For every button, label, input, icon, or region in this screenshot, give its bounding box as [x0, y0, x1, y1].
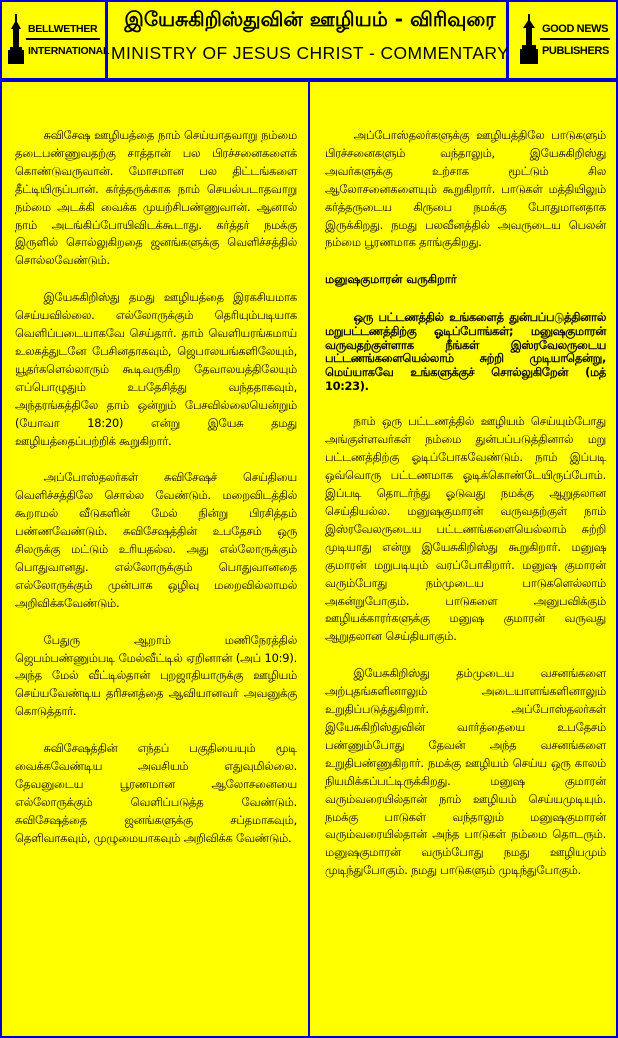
section-heading: மனுஷகுமாரன் வருகிறார் — [325, 272, 457, 287]
header-right-logo-cell — [512, 2, 616, 78]
bellwether-logo — [8, 12, 110, 68]
header-left-logo-cell — [2, 2, 108, 78]
paragraph: நாம் ஒரு பட்டணத்தில் ஊழியம் செய்யும்போது அங்குள்ளவர்கள் நம்மை துன்பப்படுத்தினால் மறு பட்டணத்திற்கு ஓடிப்போகவேண்டும். நாம் இப்படி ஒவ்வொரு பட்டணமாக ஓடிக்கொண்டேயிருப்போம். இப்படி தொடர்ந்து ஓடுவது நமக்கு ஆறுதலான செய்தியல்ல. மனுஷகுமாரன் வருவதற்குள் நாம் இஸ்ரவேலருடைய பட்டணங்களையெல்லாம் சுற்றி முடியாது என்று இயேசுகிறிஸ்து கூறுகிறார். மனுஷ குமாரன் மறுபடியும் வரப்போகிறார். மனுஷ குமாரன் வரும்போது நம்முடைய பாடுகளெல்லாம் அகன்றுபோகும். பாடுகளை அனுபவிக்கும் ஊழியக்காரர்களுக்கு மனுஷ குமாரன் வருவது ஆறுதலான செய்தியாகும். — [325, 414, 606, 644]
good-news-logo — [520, 12, 612, 68]
good-news-line1: GOOD NEWS — [542, 23, 609, 35]
bellwether-line2: INTERNATIONAL — [28, 45, 110, 57]
paragraph: சுவிசேஷத்தின் எந்தப் பகுதியையும் மூடி வைக்கவேண்டிய அவசியம் எதுவுமில்லை. தேவனுடைய பூரணமான ஆலோசனையை எல்லோருக்கும் வெளிப்படுத்த வேண்டும். சுவிசேஷத்தை ஜனங்களுக்கு சப்தமாகவும், தெளிவாகவும், முழுமையாகவும் அறிவிக்க வேண்டும். — [15, 741, 297, 845]
paragraph: இயேசுகிறிஸ்து தம்முடைய வசனங்களை அற்புதங்களினாலும் அடையாளங்களினாலும் உறுதிப்படுத்துகிறார். அப்போஸ்தலர்கள் இயேசுகிறிஸ்துவின் வார்த்தையை உபதேசம் பண்ணும்போது தேவன் அந்த வசனங்களை உறுதிபண்ணுகிறார். நமக்கு ஊழியம் செய்ய ஒரு காலம் நியமிக்கப்பட்டிருக்கிறது. மனுஷ குமாரன் வரும்வரையில்தான் நாம் ஊழியம் செய்யமுடியும். நமக்கு பாடுகள் வந்தாலும் மனுஷகுமாரன் வரும்வரையில்தான் அந்த பாடுகள் நம்மை தொடரும். மனுஷகுமாரன் வரும்போது நமது ஊழியமும் முடிந்துபோகும். நமது பாடுகளும் முடிந்துபோகும். — [325, 666, 606, 878]
paragraph: சுவிசேஷ ஊழியத்தை நாம் செய்யாதவாறு நம்மை தடைபண்ணுவதற்கு சாத்தான் பல பிரச்சனைகளைக் கொண்டுவருவான். மோசமான பல திட்டங்களை தீட்டியிருப்பான். கர்த்தருக்காக நாம் செயல்படாதவாறு நம்மை அடக்கி வைக்க முயற்சிபண்ணுவான். ஆனால் நாம் அடங்கிப்போயிவிடக்கூடாது. கர்த்தர் நமக்கு இருளில் சொல்லுகிறதை ஜனங்களுக்கு வெளிச்சத்தில் சொல்லவேண்டும். — [15, 128, 297, 268]
logo-divider — [540, 38, 610, 40]
scripture-quote: ஒரு பட்டணத்தில் உங்களைத் துன்பப்படுத்தினால் மறுபட்டணத்திற்கு ஓடிப்போங்கள்; மனுஷகுமாரன் வருவதற்குள்ளாக நீங்கள் இஸ்ரவேலருடைய பட்டணங்களையெல்லாம் சுற்றி முடியாதென்று, மெய்யாகவே உங்களுக்குச் சொல்லுகிறேன் (மத் 10:23). — [325, 310, 606, 393]
left-column — [2, 82, 310, 1036]
header-title-cell — [111, 2, 509, 78]
paragraph: அப்போஸ்தலர்கள் சுவிசேஷச் செய்தியை வெளிச்சத்திலே சொல்ல வேண்டும். மறைவிடத்தில் கூறாமல் வீடுகளின் மேல் நின்று பிரசித்தம் பண்ணவேண்டும். சுவிசேஷத்தின் உபதேசம் ஒரு சிலருக்கு மட்டும் உரியதல்ல. அது எல்லோருக்கும் பொதுவானது. எல்லோருக்கும் பொதுவானதை எல்லோருக்கும் முன்பாக ஒழிவு மறைவில்லாமல் அறிவிக்கவேண்டும். — [15, 470, 297, 610]
paragraph: பேதுரு ஆறாம் மணிநேரத்தில் ஜெபம்பண்ணும்படி மேல்வீட்டில் ஏறினான் (அப் 10:9). அந்த மேல் வீட்டில்தான் புறஜாதியாருக்கு ஊழியம் செய்யவேண்டிய தரிசனத்தை ஆவியானவர் அவனுக்கு கொடுத்தார். — [15, 632, 297, 719]
paragraph: அப்போஸ்தலர்களுக்கு ஊழியத்திலே பாடுகளும் பிரச்சனைகளும் வந்தாலும், இயேசுகிறிஸ்து அவர்களுக்கு உற்சாக மூட்டும் சில ஆலோசனைகளையும் கூறுகிறார். பாடுகள் மத்தியிலும் கர்த்தருடைய கிருபை நமக்கு போதுமானதாக இருக்கிறது. நமது பலவீனத்தில் அவருடைய பெலன் நம்மை பூரணமாக தாங்குகிறது. — [325, 128, 606, 250]
header — [2, 2, 616, 82]
logo-divider — [26, 38, 100, 40]
body — [2, 82, 616, 1036]
right-column — [312, 82, 616, 1036]
page-title-tamil: இயேசுகிறிஸ்துவின் ஊழியம் - விரிவுரை — [124, 7, 496, 31]
bellwether-logo-icon — [8, 14, 24, 64]
good-news-line2: PUBLISHERS — [542, 45, 609, 57]
page-title-english: MINISTRY OF JESUS CHRIST - COMMENTARY — [111, 43, 510, 63]
bellwether-line1: BELLWETHER — [28, 23, 98, 35]
paragraph: இயேசுகிறிஸ்து தமது ஊழியத்தை இரகசியமாக செய்யவில்லை. எல்லோருக்கும் தெரியும்படியாக வெளிப்படையாகவே செய்தார். தாம் வெளியரங்கமாய் உலகத்துடனே பேசினதாகவும், ஜெபாலயங்களிலேயும், யூதர்களெல்லாரும் கூடிவருகிற தேவாலயத்திலேயும் எப்பொழுதும் உபதேசித்து வந்ததாகவும், அந்தரங்கத்திலே தாம் ஒன்றும் பேசவில்லையென்றும் (யோவா 18:20) என்று இயேசு தமது ஊழியத்தைப்பற்றிக் கூறுகிறார். — [15, 290, 297, 448]
good-news-logo-icon — [520, 14, 538, 64]
